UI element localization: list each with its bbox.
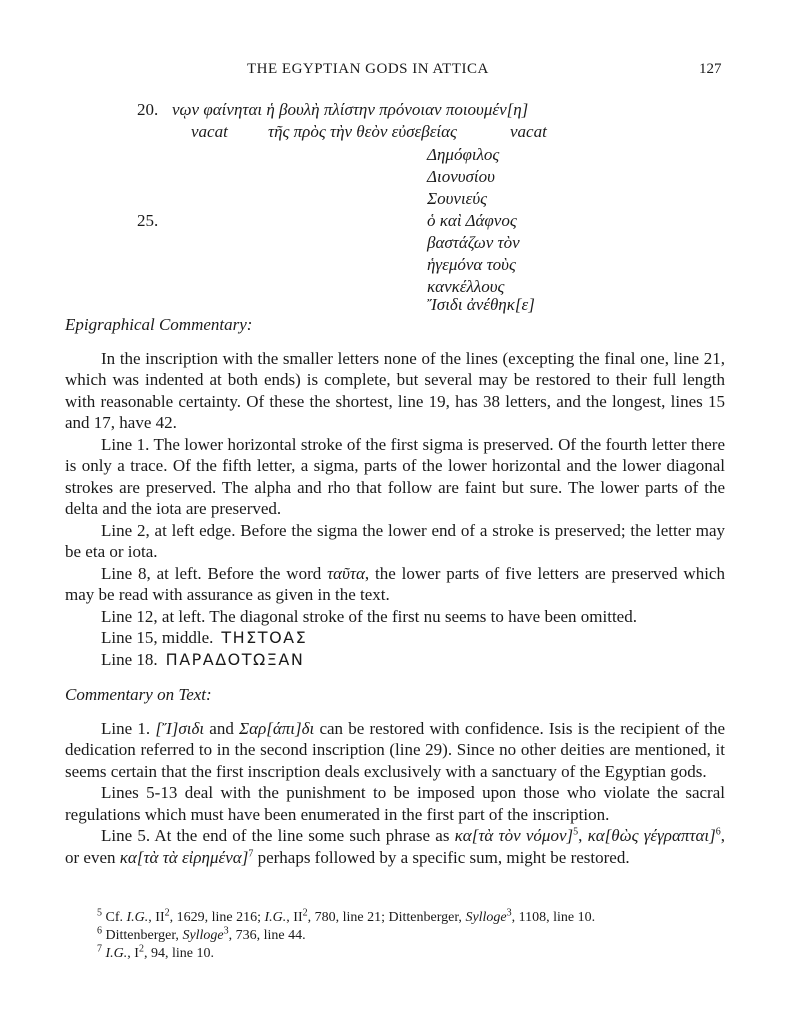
- commentary-body: [65, 314, 725, 868]
- footnotes: [97, 909, 737, 963]
- footnote-5: $^5$ Cf. I.G., $II^2$, 1629, line 216; I.G., $II^2$, 780, line 21; Dittenberger, Sylloge$^3$, 1108, line 10.: [97, 907, 596, 925]
- inscription-line-22: Δημόφιλος: [427, 145, 500, 164]
- footnote-ref[interactable]: 7: [248, 847, 254, 859]
- line-number-20: 20.: [137, 100, 159, 119]
- epigraphical-commentary-heading: Epigraphical Commentary:: [65, 315, 253, 334]
- vacat-left: vacat: [191, 122, 228, 141]
- letter-transcription: ΤΗΣΤΟΑΣ: [221, 628, 308, 647]
- epigraphical-paragraph-4: Line 8, at left. Before the word ταῦτα, the lower parts of five letters are preserved which may be read with assurance as given in the text.: [65, 563, 725, 604]
- epigraphical-paragraph-1: In the inscription with the smaller letters none of the lines (excepting the final one, line 21, which was indented at both ends) is complete, but several may be restored to their full length with reasonable certainty. Of these the shortest, line 19, has 38 letters, and the longest, lines 15 and 17, have 42.: [65, 348, 725, 432]
- inscription-line-26: βαστάζων τὸν: [427, 233, 520, 252]
- footnote-ref[interactable]: 6: [715, 826, 721, 838]
- epigraphical-paragraph-6: Line 15, middle. ΤΗΣΤΟΑΣ: [101, 628, 308, 647]
- letter-transcription: ΠΑΡΑΔΟΤΩΞΑΝ: [165, 649, 305, 669]
- epigraphical-paragraph-2: Line 1. The lower horizontal stroke of the first sigma is preserved. Of the fourth letter there is only a trace. Of the fifth letter, a sigma, parts of the lower horizontal and the lower diagonal strokes are preserved. The alpha and rho that follow are faint but sure. The lower parts of the delta and the iota are preserved.: [65, 434, 725, 518]
- page-header: [0, 61, 789, 81]
- inscription-line-25: ὁ καὶ Δάφνος: [427, 211, 517, 230]
- footnote-6: $^6$ Dittenberger, Sylloge$^3$, 736, line 44.: [97, 925, 306, 943]
- greek-word: ταῦτα: [327, 563, 365, 583]
- footnote-7: $^7$ I.G., $I^2$, 94, line 10.: [97, 943, 214, 961]
- epigraphical-paragraph-5: Line 12, at left. The diagonal stroke of the first nu seems to have been omitted.: [101, 606, 637, 626]
- running-head: THE EGYPTIAN GODS IN ATTICA: [247, 61, 489, 77]
- text-commentary-paragraph-2: Lines 5-13 deal with the punishment to be imposed upon those who violate the sacral regulations which must have been enumerated in the first part of the inscription.: [65, 783, 725, 824]
- footnote-ref[interactable]: 5: [573, 826, 579, 838]
- inscription-line-28: κανκέλλους: [427, 277, 505, 296]
- vacat-right: vacat: [510, 122, 547, 141]
- inscription-line-21: τῆς πρὸς τὴν θεὸν εὐσεβείας: [268, 122, 457, 141]
- commentary-on-text-heading: Commentary on Text:: [65, 685, 212, 704]
- inscription-line-20: νῳν φαίνηται ἡ βουλὴ πλίστην πρόνοιαν ποιουμέν[η]: [172, 100, 529, 119]
- epigraphical-paragraph-7: Line 18. ΠΑΡΑΔΟΤΩΞΑΝ: [101, 649, 305, 669]
- inscription-line-29: Ἴσιδι ἀνέθηκ[ε]: [427, 295, 535, 314]
- inscription-line-23: Διονυσίου: [427, 167, 495, 186]
- inscription-line-24: Σουνιεύς: [427, 189, 488, 208]
- text-commentary-paragraph-1: Line 1. [Ἴ]σιδι and Σαρ[άπι]δι can be restored with confidence. Isis is the recipient of the dedication referred to in the second inscription (line 29). Since no other deities are mentioned, it seems certain that the first inscription deals exclusively with a sanctuary of the Egyptian gods.: [65, 718, 726, 781]
- text-commentary-paragraph-3: Line 5. At the end of the line some such phrase as κα[τὰ τὸν νόμον]$^5$, κα[θὼς γέγραπται]$^6$, or even κα[τὰ τὰ εἰρημένα]$^7$ perhaps followed by a specific sum, might be restored.: [65, 826, 726, 867]
- inscription-line-27: ἡγεμόνα τοὺς: [427, 255, 516, 274]
- page-number: 127: [699, 61, 722, 77]
- line-number-25: 25.: [137, 211, 159, 230]
- epigraphical-paragraph-3: Line 2, at left edge. Before the sigma the lower end of a stroke is preserved; the letter may be eta or iota.: [65, 520, 725, 561]
